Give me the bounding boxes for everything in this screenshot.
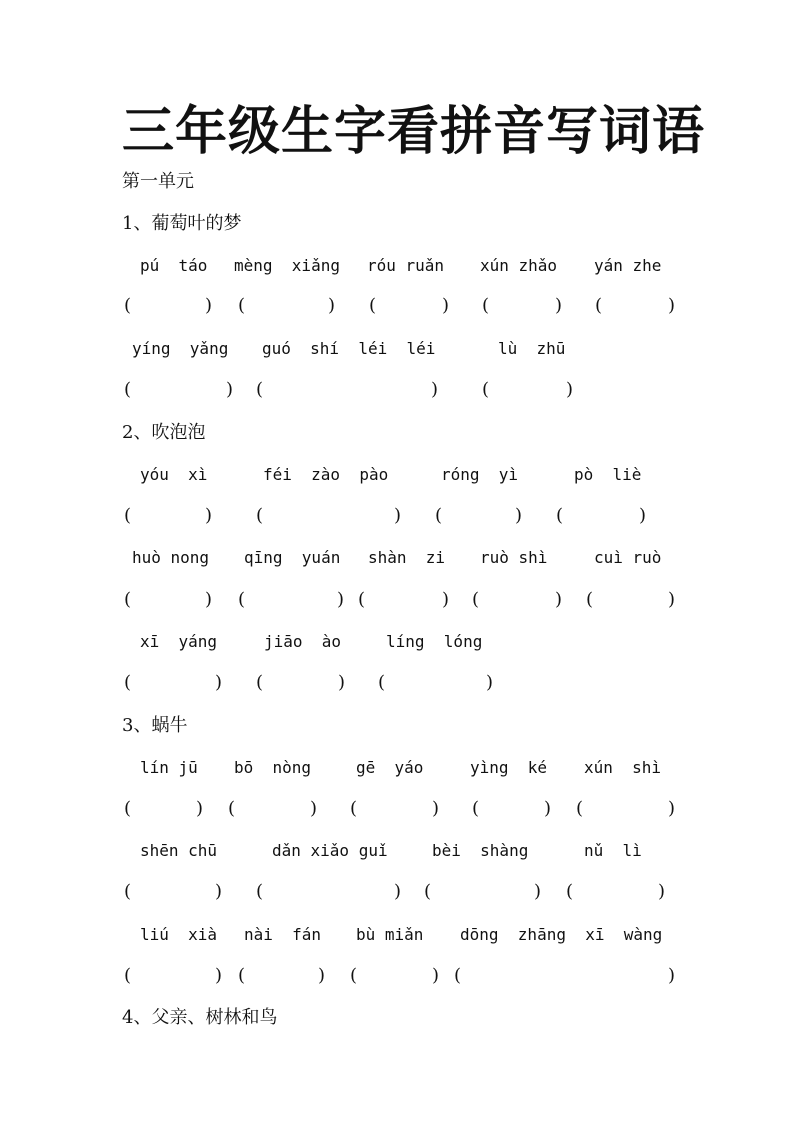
- answer-blank-close[interactable]: ): [555, 295, 563, 316]
- answer-blank-open[interactable]: (: [256, 505, 264, 526]
- answer-blank-open[interactable]: (: [124, 965, 132, 986]
- pinyin-word: nǔ lì: [584, 841, 642, 860]
- answer-row: [0, 378, 800, 402]
- answer-blank-open[interactable]: (: [124, 379, 132, 400]
- answer-blank-close[interactable]: ): [566, 379, 574, 400]
- answer-blank-open[interactable]: (: [586, 589, 594, 610]
- pinyin-word: bù miǎn: [356, 925, 424, 944]
- answer-row: [0, 588, 800, 612]
- answer-row: [0, 880, 800, 904]
- answer-blank-open[interactable]: (: [238, 589, 246, 610]
- answer-blank-open[interactable]: (: [482, 379, 490, 400]
- answer-blank-close[interactable]: ): [432, 965, 440, 986]
- answer-blank-close[interactable]: ): [310, 798, 318, 819]
- answer-blank-close[interactable]: ): [205, 295, 213, 316]
- answer-blank-close[interactable]: ): [555, 589, 563, 610]
- answer-blank-open[interactable]: (: [424, 881, 432, 902]
- pinyin-word: róng yì: [441, 465, 519, 484]
- pinyin-row: [0, 546, 800, 570]
- answer-blank-open[interactable]: (: [454, 965, 462, 986]
- answer-blank-close[interactable]: ): [394, 505, 402, 526]
- pinyin-word: yán zhe: [594, 256, 662, 275]
- pinyin-word: yíng yǎng: [132, 339, 229, 358]
- answer-blank-close[interactable]: ): [534, 881, 542, 902]
- answer-blank-open[interactable]: (: [256, 672, 264, 693]
- answer-blank-close[interactable]: ): [337, 589, 345, 610]
- answer-blank-close[interactable]: ): [215, 672, 223, 693]
- pinyin-row: [0, 337, 800, 361]
- answer-row: [0, 797, 800, 821]
- answer-blank-open[interactable]: (: [358, 589, 366, 610]
- answer-blank-close[interactable]: ): [196, 798, 204, 819]
- pinyin-row: [0, 463, 800, 487]
- answer-blank-close[interactable]: ): [442, 295, 450, 316]
- pinyin-word: liú xià: [140, 925, 218, 944]
- answer-blank-open[interactable]: (: [228, 798, 236, 819]
- answer-blank-close[interactable]: ): [215, 965, 223, 986]
- answer-blank-open[interactable]: (: [566, 881, 574, 902]
- answer-blank-open[interactable]: (: [256, 379, 264, 400]
- answer-blank-close[interactable]: ): [639, 505, 647, 526]
- pinyin-word: féi zào pào: [263, 465, 389, 484]
- answer-blank-close[interactable]: ): [658, 881, 666, 902]
- answer-blank-close[interactable]: ): [431, 379, 439, 400]
- lesson-heading: 2、吹泡泡: [122, 422, 206, 443]
- pinyin-word: bèi shàng: [432, 841, 529, 860]
- answer-blank-close[interactable]: ): [668, 589, 676, 610]
- pinyin-word: lù zhū: [498, 339, 566, 358]
- pinyin-word: xún zhǎo: [480, 256, 558, 275]
- answer-row: [0, 294, 800, 318]
- pinyin-row: [0, 254, 800, 278]
- answer-blank-close[interactable]: ): [328, 295, 336, 316]
- answer-blank-open[interactable]: (: [482, 295, 490, 316]
- answer-blank-open[interactable]: (: [238, 965, 246, 986]
- answer-blank-open[interactable]: (: [472, 589, 480, 610]
- pinyin-word: huò nong: [132, 548, 210, 567]
- pinyin-word: nài fán: [244, 925, 322, 944]
- answer-blank-open[interactable]: (: [124, 798, 132, 819]
- answer-blank-open[interactable]: (: [124, 672, 132, 693]
- pinyin-word: guó shí léi léi: [262, 339, 436, 358]
- answer-blank-open[interactable]: (: [124, 881, 132, 902]
- pinyin-word: shēn chū: [140, 841, 218, 860]
- unit-heading: 第一单元: [122, 171, 194, 192]
- answer-blank-open[interactable]: (: [595, 295, 603, 316]
- answer-blank-close[interactable]: ): [515, 505, 523, 526]
- pinyin-row: [0, 839, 800, 863]
- answer-blank-close[interactable]: ): [668, 965, 676, 986]
- lesson-heading: 3、蜗牛: [122, 715, 188, 736]
- pinyin-word: líng lóng: [386, 632, 483, 651]
- lesson-heading: 4、父亲、树林和鸟: [122, 1007, 278, 1028]
- answer-blank-close[interactable]: ): [544, 798, 552, 819]
- pinyin-word: xī yáng: [140, 632, 218, 651]
- pinyin-word: cuì ruò: [594, 548, 662, 567]
- answer-row: [0, 504, 800, 528]
- answer-blank-close[interactable]: ): [338, 672, 346, 693]
- answer-blank-open[interactable]: (: [369, 295, 377, 316]
- pinyin-word: qīng yuán: [244, 548, 341, 567]
- answer-blank-close[interactable]: ): [205, 589, 213, 610]
- answer-blank-close[interactable]: ): [205, 505, 213, 526]
- pinyin-row: [0, 756, 800, 780]
- answer-blank-open[interactable]: (: [435, 505, 443, 526]
- answer-blank-open[interactable]: (: [238, 295, 246, 316]
- answer-blank-close[interactable]: ): [226, 379, 234, 400]
- lesson-heading: 1、葡萄叶的梦: [122, 213, 242, 234]
- answer-blank-open[interactable]: (: [576, 798, 584, 819]
- answer-blank-open[interactable]: (: [256, 881, 264, 902]
- answer-blank-close[interactable]: ): [668, 295, 676, 316]
- answer-blank-open[interactable]: (: [124, 505, 132, 526]
- answer-blank-close[interactable]: ): [318, 965, 326, 986]
- pinyin-word: lín jū: [140, 758, 198, 777]
- pinyin-word: bō nòng: [234, 758, 312, 777]
- page-title: 三年级生字看拼音写词语: [122, 101, 706, 162]
- pinyin-word: yóu xì: [140, 465, 208, 484]
- answer-row: [0, 964, 800, 988]
- answer-blank-open[interactable]: (: [350, 798, 358, 819]
- answer-blank-open[interactable]: (: [350, 965, 358, 986]
- answer-row: [0, 671, 800, 695]
- pinyin-word: gē yáo: [356, 758, 424, 777]
- pinyin-word: mèng xiǎng: [234, 256, 340, 275]
- pinyin-row: [0, 630, 800, 654]
- pinyin-word: ruò shì: [480, 548, 548, 567]
- pinyin-word: shàn zi: [368, 548, 446, 567]
- answer-blank-open[interactable]: (: [556, 505, 564, 526]
- answer-blank-close[interactable]: ): [394, 881, 402, 902]
- answer-blank-open[interactable]: (: [378, 672, 386, 693]
- answer-blank-close[interactable]: ): [442, 589, 450, 610]
- pinyin-word: jiāo ào: [264, 632, 342, 651]
- pinyin-word: róu ruǎn: [367, 256, 445, 275]
- pinyin-word: dǎn xiǎo guǐ: [272, 841, 388, 860]
- answer-blank-close[interactable]: ): [486, 672, 494, 693]
- pinyin-word: dōng zhāng xī wàng: [460, 925, 663, 944]
- answer-blank-open[interactable]: (: [124, 295, 132, 316]
- answer-blank-close[interactable]: ): [432, 798, 440, 819]
- pinyin-word: pò liè: [574, 465, 642, 484]
- pinyin-word: xún shì: [584, 758, 662, 777]
- pinyin-word: pú táo: [140, 256, 208, 275]
- answer-blank-close[interactable]: ): [215, 881, 223, 902]
- answer-blank-open[interactable]: (: [472, 798, 480, 819]
- pinyin-row: [0, 923, 800, 947]
- pinyin-word: yìng ké: [470, 758, 548, 777]
- answer-blank-open[interactable]: (: [124, 589, 132, 610]
- answer-blank-close[interactable]: ): [668, 798, 676, 819]
